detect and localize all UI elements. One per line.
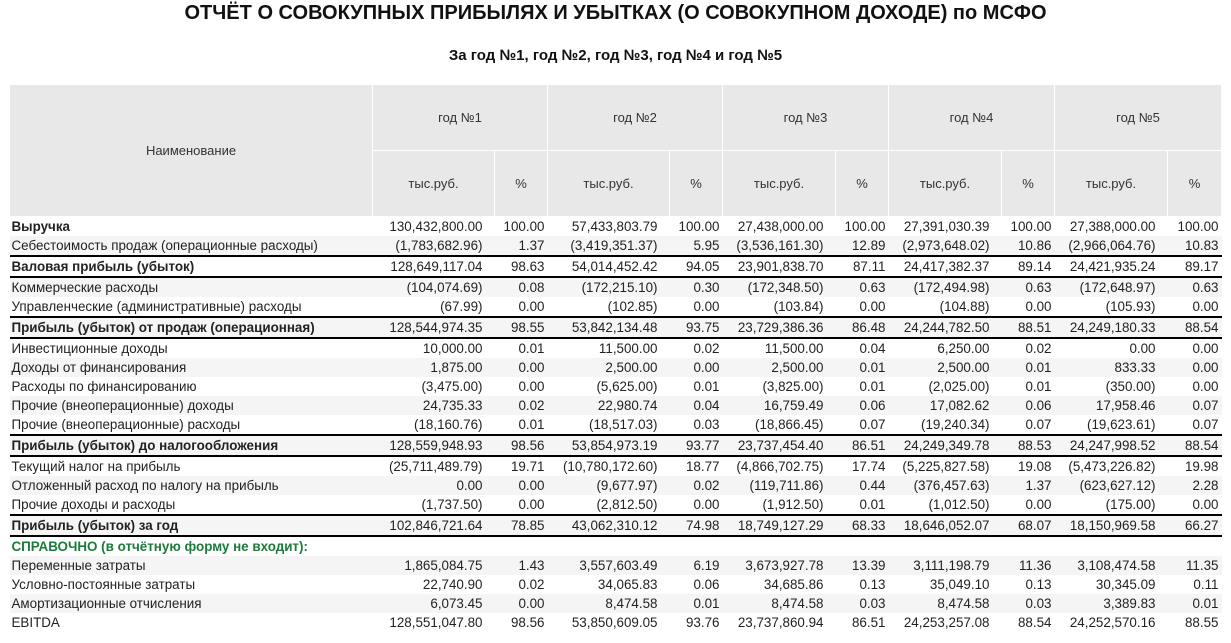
row-pct-cell: 0.02	[518, 577, 545, 592]
row-value-cell: (350.00)	[1105, 379, 1156, 394]
row-pct-cell: 0.06	[1002, 396, 1055, 415]
row-pct-cell: 0.07	[859, 417, 886, 432]
row-value-cell: (1,012.50)	[928, 497, 990, 512]
row-pct-cell: 68.07	[1002, 515, 1055, 536]
row-value-cell: 3,389.83	[1055, 594, 1168, 613]
row-value-cell: 24,252,570.16	[1069, 615, 1156, 630]
row-pct-cell: 0.00	[495, 476, 548, 495]
row-value-cell: 8,474.58	[723, 594, 836, 613]
row-pct-cell: 0.01	[1168, 594, 1222, 613]
row-label: Прибыль (убыток) от продаж (операционная)	[10, 317, 373, 338]
row-pct-cell: 0.02	[495, 396, 548, 415]
row-value-cell: 24,417,382.37	[889, 256, 1002, 277]
row-value-cell: (5,225,827.58)	[889, 456, 1002, 476]
row-value-cell: (19,623.61)	[1087, 417, 1156, 432]
row-value-cell: 128,551,047.80	[389, 615, 483, 630]
header-row-years	[10, 85, 1222, 151]
row-pct-cell: 78.85	[495, 515, 548, 536]
row-pct-cell: 66.27	[1168, 515, 1222, 536]
row-value-cell: (3,419,351.37)	[548, 236, 670, 256]
row-pct-cell: 0.00	[1192, 379, 1219, 394]
header-year-3: год №3	[723, 85, 889, 151]
table-row	[10, 575, 1222, 594]
header-year-4: год №4	[889, 85, 1055, 151]
row-pct-cell: 1.37	[495, 236, 548, 256]
row-pct-cell: 100.00	[844, 219, 886, 234]
report-table-container	[9, 84, 1221, 632]
header-pct: %	[495, 151, 548, 217]
row-pct-cell: 0.01	[518, 417, 545, 432]
row-value-cell: 54,014,452.42	[548, 256, 670, 277]
row-label: Выручка	[11, 219, 70, 234]
row-pct-cell: 13.39	[836, 556, 889, 575]
report-table	[9, 84, 1222, 632]
row-value-cell: 27,391,030.39	[903, 219, 990, 234]
row-value-cell: (25,711,489.79)	[373, 456, 495, 476]
row-value-cell: (104,074.69)	[373, 277, 495, 297]
row-pct-cell: 0.00	[1025, 497, 1052, 512]
row-value-cell: (172,348.50)	[723, 277, 836, 297]
row-value-cell: 128,649,117.04	[373, 256, 495, 277]
row-pct-cell: 0.07	[1168, 396, 1222, 415]
row-pct-cell: 0.13	[1025, 577, 1052, 592]
table-row	[10, 236, 1222, 256]
row-value-cell: (119,711.86)	[723, 476, 836, 495]
row-value-cell: 0.00	[1055, 338, 1168, 358]
row-pct-cell: 0.00	[495, 594, 548, 613]
row-value-cell: (4,866,702.75)	[723, 456, 836, 476]
table-row	[10, 277, 1222, 297]
row-value-cell: 17,082.62	[889, 396, 1002, 415]
row-label: Прибыль (убыток) до налогообложения	[10, 435, 373, 456]
row-value-cell: (3,825.00)	[762, 379, 824, 394]
row-value-cell: 23,737,860.94	[737, 615, 824, 630]
row-pct-cell: 0.00	[495, 358, 548, 377]
row-pct-cell: 0.63	[1168, 277, 1222, 297]
row-pct-cell: 68.33	[836, 515, 889, 536]
row-pct-cell: 93.77	[670, 435, 723, 456]
row-value-cell: 24,244,782.50	[889, 317, 1002, 338]
row-label: Переменные затраты	[10, 556, 373, 575]
row-value-cell: (175.00)	[1105, 497, 1156, 512]
row-value-cell: 3,673,927.78	[723, 556, 836, 575]
row-pct-cell: 0.01	[859, 379, 886, 394]
row-pct-cell: 100.00	[1177, 219, 1219, 234]
table-row	[10, 377, 1222, 396]
row-pct-cell: 6.19	[670, 556, 723, 575]
row-label: Прочие (внеоперационные) расходы	[11, 417, 241, 432]
row-value-cell: 2,500.00	[723, 358, 836, 377]
table-row	[10, 594, 1222, 613]
row-pct-cell: 0.00	[518, 299, 545, 314]
table-row	[10, 217, 1222, 237]
row-label: EBITDA	[11, 615, 60, 630]
row-value-cell: (1,912.50)	[762, 497, 824, 512]
row-pct-cell: 12.89	[836, 236, 889, 256]
row-pct-cell: 11.35	[1168, 556, 1222, 575]
row-label: Амортизационные отчисления	[10, 594, 373, 613]
row-pct-cell: 10.83	[1168, 236, 1222, 256]
row-label: Доходы от финансирования	[10, 358, 373, 377]
row-label: Управленческие (административные) расходы	[11, 299, 302, 314]
row-pct-cell: 88.55	[1184, 615, 1219, 630]
row-pct-cell: 0.08	[495, 277, 548, 297]
row-pct-cell: 0.02	[1002, 338, 1055, 358]
table-row	[10, 613, 1222, 632]
table-row	[10, 456, 1222, 476]
table-row	[10, 495, 1222, 515]
header-year-1: год №1	[373, 85, 548, 151]
row-value-cell: (3,475.00)	[421, 379, 483, 394]
row-pct-cell: 0.00	[1168, 338, 1222, 358]
row-value-cell: 23,737,454.40	[723, 435, 836, 456]
table-row	[10, 415, 1222, 435]
row-label: Валовая прибыль (убыток)	[10, 256, 373, 277]
row-value-cell: (5,625.00)	[596, 379, 658, 394]
row-pct-cell: 0.03	[836, 594, 889, 613]
row-pct-cell: 0.00	[693, 497, 720, 512]
row-value-cell: 23,901,838.70	[723, 256, 836, 277]
row-pct-cell: 88.54	[1168, 317, 1222, 338]
row-value-cell: 43,062,310.12	[548, 515, 670, 536]
header-name: Наименование	[10, 85, 373, 217]
header-unit: тыс.руб.	[373, 151, 495, 217]
row-value-cell: 22,740.90	[422, 577, 483, 592]
row-pct-cell: 0.00	[1192, 299, 1219, 314]
row-pct-cell: 88.54	[1017, 615, 1052, 630]
row-value-cell: (172,494.98)	[889, 277, 1002, 297]
row-pct-cell: 0.00	[693, 299, 720, 314]
row-value-cell: (2,812.50)	[596, 497, 658, 512]
row-pct-cell: 17.74	[836, 456, 889, 476]
row-value-cell: 53,854,973.19	[548, 435, 670, 456]
row-value-cell: (19,240.34)	[921, 417, 990, 432]
table-row	[10, 435, 1222, 456]
table-row	[10, 297, 1222, 317]
row-label: СПРАВОЧНО (в отчётную форму не входит):	[10, 536, 1222, 556]
row-pct-cell: 88.54	[1168, 435, 1222, 456]
row-label: Отложенный расход по налогу на прибыль	[10, 476, 373, 495]
row-value-cell: (103.84)	[773, 299, 824, 314]
row-label: Себестоимость продаж (операционные расходы)	[10, 236, 373, 256]
row-value-cell: 16,759.49	[723, 396, 836, 415]
header-pct: %	[670, 151, 723, 217]
row-value-cell: 8,474.58	[889, 594, 1002, 613]
row-pct-cell: 2.28	[1168, 476, 1222, 495]
row-pct-cell: 18.77	[670, 456, 723, 476]
row-value-cell: (623,627.12)	[1055, 476, 1168, 495]
row-value-cell: (67.99)	[440, 299, 483, 314]
row-value-cell: (2,966,064.76)	[1055, 236, 1168, 256]
row-value-cell: 10,000.00	[373, 338, 495, 358]
header-pct: %	[1002, 151, 1055, 217]
row-value-cell: 23,729,386.36	[723, 317, 836, 338]
row-pct-cell: 0.01	[670, 594, 723, 613]
table-row	[10, 358, 1222, 377]
row-value-cell: (102.85)	[607, 299, 658, 314]
row-value-cell: (2,973,648.02)	[889, 236, 1002, 256]
row-pct-cell: 0.04	[670, 396, 723, 415]
row-pct-cell: 87.11	[836, 256, 889, 277]
header-year-2: год №2	[548, 85, 723, 151]
table-row	[10, 476, 1222, 495]
row-value-cell: 53,842,134.48	[548, 317, 670, 338]
row-value-cell: (18,517.03)	[589, 417, 658, 432]
row-value-cell: 3,108,474.58	[1055, 556, 1168, 575]
row-pct-cell: 89.17	[1168, 256, 1222, 277]
row-pct-cell: 0.00	[670, 358, 723, 377]
row-value-cell: 18,646,052.07	[889, 515, 1002, 536]
row-pct-cell: 86.51	[851, 615, 886, 630]
row-pct-cell: 0.63	[1002, 277, 1055, 297]
row-pct-cell: 94.05	[670, 256, 723, 277]
row-pct-cell: 5.95	[670, 236, 723, 256]
row-value-cell: 3,557,603.49	[548, 556, 670, 575]
row-label: Прочие доходы и расходы	[11, 497, 176, 512]
row-value-cell: 2,500.00	[548, 358, 670, 377]
row-pct-cell: 0.01	[859, 497, 886, 512]
row-pct-cell: 0.11	[1193, 577, 1219, 592]
table-row	[10, 556, 1222, 575]
row-pct-cell: 0.01	[836, 358, 889, 377]
row-pct-cell: 0.02	[670, 338, 723, 358]
row-value-cell: 24,735.33	[373, 396, 495, 415]
row-pct-cell: 0.06	[693, 577, 720, 592]
row-pct-cell: 86.48	[836, 317, 889, 338]
row-value-cell: (18,866.45)	[755, 417, 824, 432]
row-value-cell: 1,875.00	[373, 358, 495, 377]
row-value-cell: 30,345.09	[1095, 577, 1156, 592]
row-value-cell: 34,065.83	[597, 577, 658, 592]
row-pct-cell: 1.43	[495, 556, 548, 575]
row-value-cell: (9,677.97)	[548, 476, 670, 495]
row-pct-cell: 0.03	[1002, 594, 1055, 613]
row-pct-cell: 100.00	[1010, 219, 1052, 234]
row-pct-cell: 0.07	[1025, 417, 1052, 432]
row-pct-cell: 100.00	[678, 219, 720, 234]
row-pct-cell: 0.30	[670, 277, 723, 297]
row-pct-cell: 98.55	[495, 317, 548, 338]
row-value-cell: 34,685.86	[763, 577, 824, 592]
row-value-cell: 11,500.00	[723, 338, 836, 358]
row-value-cell: 24,253,257.08	[903, 615, 990, 630]
row-label: Прибыль (убыток) за год	[10, 515, 373, 536]
row-value-cell: 11,500.00	[548, 338, 670, 358]
row-pct-cell: 1.37	[1002, 476, 1055, 495]
row-pct-cell: 0.01	[495, 338, 548, 358]
row-pct-cell: 88.53	[1002, 435, 1055, 456]
header-pct: %	[836, 151, 889, 217]
row-label: Коммерческие расходы	[10, 277, 373, 297]
row-pct-cell: 0.00	[1025, 299, 1052, 314]
row-pct-cell: 93.76	[685, 615, 720, 630]
row-value-cell: 24,249,180.33	[1055, 317, 1168, 338]
row-pct-cell: 19.71	[495, 456, 548, 476]
report-body	[10, 217, 1222, 633]
row-value-cell: 3,111,198.79	[889, 556, 1002, 575]
header-unit: тыс.руб.	[889, 151, 1002, 217]
header-unit: тыс.руб.	[548, 151, 670, 217]
row-pct-cell: 0.63	[836, 277, 889, 297]
row-value-cell: (376,457.63)	[889, 476, 1002, 495]
row-label: Прочие (внеоперационные) доходы	[10, 396, 373, 415]
row-value-cell: (104.88)	[939, 299, 990, 314]
row-pct-cell: 86.51	[836, 435, 889, 456]
row-pct-cell: 0.00	[1168, 358, 1222, 377]
row-pct-cell: 0.07	[1192, 417, 1219, 432]
header-pct: %	[1168, 151, 1222, 217]
row-value-cell: 24,421,935.24	[1055, 256, 1168, 277]
row-pct-cell: 88.51	[1002, 317, 1055, 338]
row-value-cell: 6,073.45	[373, 594, 495, 613]
row-pct-cell: 0.00	[518, 497, 545, 512]
row-value-cell: 102,846,721.64	[373, 515, 495, 536]
row-value-cell: (1,783,682.96)	[373, 236, 495, 256]
report-title: ОТЧЁТ О СОВОКУПНЫХ ПРИБЫЛЯХ И УБЫТКАХ (О СОВОКУПНОМ ДОХОДЕ) по МСФО	[184, 2, 1047, 24]
table-row	[10, 338, 1222, 358]
row-pct-cell: 0.00	[859, 299, 886, 314]
row-value-cell: (172,215.10)	[548, 277, 670, 297]
row-pct-cell: 0.13	[859, 577, 886, 592]
row-pct-cell: 0.01	[1002, 358, 1055, 377]
row-value-cell: (1,737.50)	[421, 497, 483, 512]
row-value-cell: (2,025.00)	[928, 379, 990, 394]
row-value-cell: 24,247,998.52	[1055, 435, 1168, 456]
row-label: Расходы по финансированию	[11, 379, 197, 394]
row-value-cell: (3,536,161.30)	[723, 236, 836, 256]
row-value-cell: (18,160.76)	[414, 417, 483, 432]
report-subtitle: За год №1, год №2, год №3, год №4 и год №5	[448, 47, 783, 64]
row-value-cell: 22,980.74	[548, 396, 670, 415]
row-value-cell: 2,500.00	[889, 358, 1002, 377]
row-pct-cell: 74.98	[670, 515, 723, 536]
row-pct-cell: 0.44	[836, 476, 889, 495]
header-year-5: год №5	[1055, 85, 1222, 151]
table-row	[10, 317, 1222, 338]
row-value-cell: (172,648.97)	[1055, 277, 1168, 297]
row-pct-cell: 98.56	[495, 435, 548, 456]
row-value-cell: 6,250.00	[889, 338, 1002, 358]
row-label: Инвестиционные доходы	[10, 338, 373, 358]
row-value-cell: 35,049.10	[929, 577, 990, 592]
row-value-cell: (5,473,226.82)	[1055, 456, 1168, 476]
row-pct-cell: 0.00	[518, 379, 545, 394]
row-value-cell: 130,432,800.00	[389, 219, 483, 234]
row-value-cell: 24,249,349.78	[889, 435, 1002, 456]
row-pct-cell: 0.01	[1025, 379, 1052, 394]
row-pct-cell: 19.08	[1002, 456, 1055, 476]
row-pct-cell: 0.02	[670, 476, 723, 495]
table-row	[10, 256, 1222, 277]
row-pct-cell: 93.75	[670, 317, 723, 338]
row-value-cell: (105.93)	[1105, 299, 1156, 314]
row-value-cell: 27,388,000.00	[1069, 219, 1156, 234]
row-value-cell: 17,958.46	[1055, 396, 1168, 415]
row-value-cell: 18,749,127.29	[723, 515, 836, 536]
row-label: Текущий налог на прибыль	[10, 456, 373, 476]
row-pct-cell: 0.00	[1192, 497, 1219, 512]
row-pct-cell: 0.04	[836, 338, 889, 358]
table-row	[10, 515, 1222, 536]
row-pct-cell: 98.63	[495, 256, 548, 277]
row-value-cell: 1,865,084.75	[373, 556, 495, 575]
row-value-cell: 128,559,948.93	[373, 435, 495, 456]
row-pct-cell: 19.98	[1168, 456, 1222, 476]
row-value-cell: 128,544,974.35	[373, 317, 495, 338]
row-label: Условно-постоянные затраты	[11, 577, 196, 592]
header-unit: тыс.руб.	[723, 151, 836, 217]
row-pct-cell: 0.01	[693, 379, 720, 394]
row-pct-cell: 11.36	[1002, 556, 1055, 575]
row-value-cell: 0.00	[373, 476, 495, 495]
row-value-cell: 53,850,609.05	[571, 615, 658, 630]
row-pct-cell: 89.14	[1002, 256, 1055, 277]
row-pct-cell: 98.56	[510, 615, 545, 630]
row-value-cell: 57,433,803.79	[571, 219, 658, 234]
row-value-cell: 27,438,000.00	[737, 219, 824, 234]
table-row	[10, 396, 1222, 415]
row-value-cell: 8,474.58	[548, 594, 670, 613]
table-row	[10, 536, 1222, 556]
row-pct-cell: 0.03	[693, 417, 720, 432]
row-pct-cell: 100.00	[503, 219, 545, 234]
row-value-cell: (10,780,172.60)	[548, 456, 670, 476]
row-value-cell: 18,150,969.58	[1055, 515, 1168, 536]
header-unit: тыс.руб.	[1055, 151, 1168, 217]
row-pct-cell: 0.06	[836, 396, 889, 415]
row-pct-cell: 10.86	[1002, 236, 1055, 256]
row-value-cell: 833.33	[1055, 358, 1168, 377]
